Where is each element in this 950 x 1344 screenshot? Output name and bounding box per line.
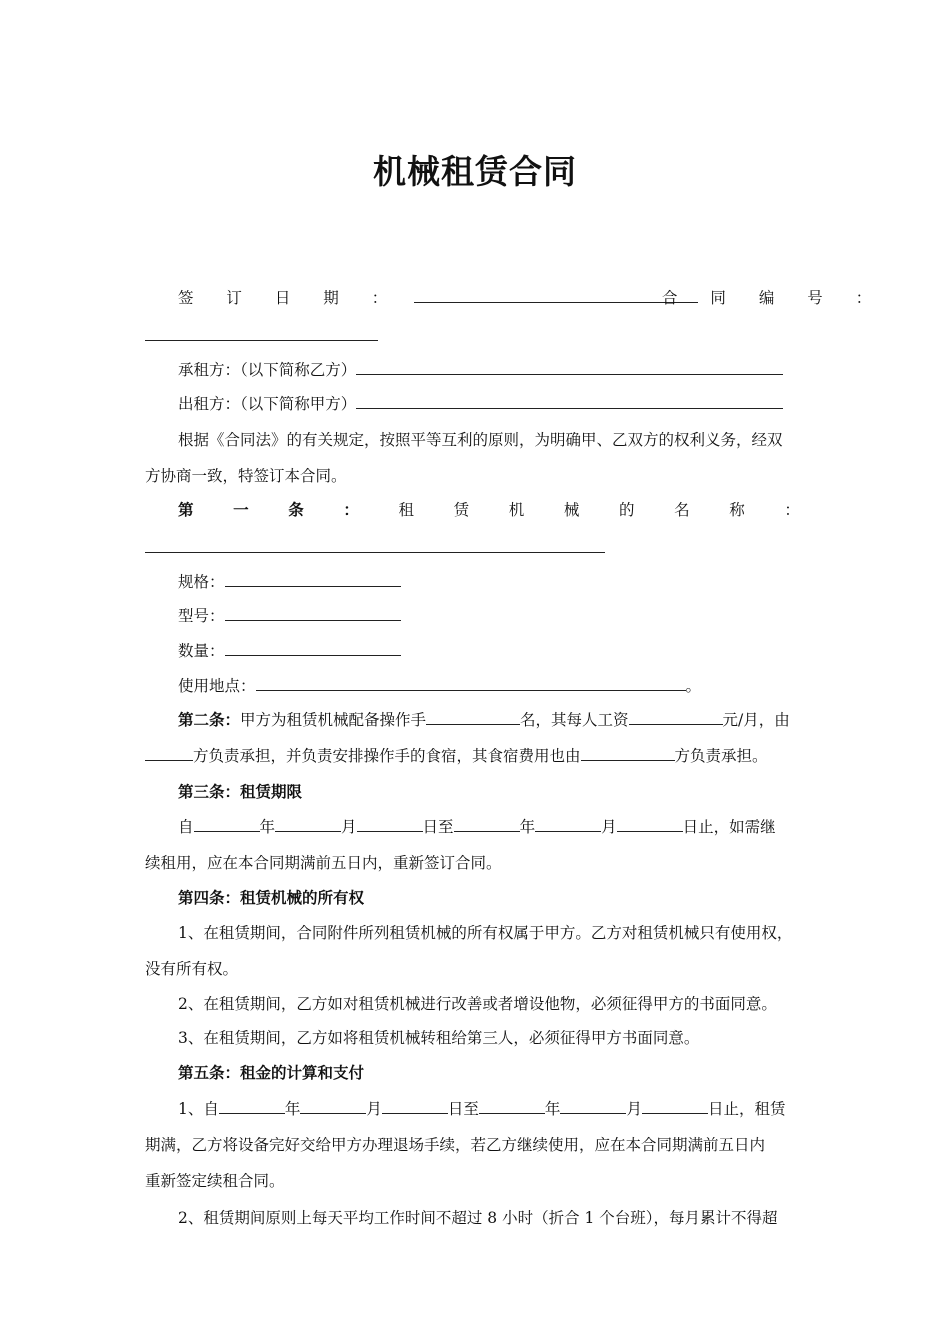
article-1-char: 一 [233,501,249,519]
start-year-blank[interactable] [194,815,260,832]
article-1-char: 租 [398,501,415,519]
article-5-item-1-line-3: 重新签定续租合同。 [145,1172,285,1190]
article-2-line-1 [178,708,790,732]
article-2-text: 元/月，由 [722,711,790,729]
preamble-line-2: 方协商一致，特签订本合同。 [145,467,347,485]
lessor-row [178,392,783,416]
article-4-item-1-line-1: 1、在租赁期间，合同附件所列租赁机械的所有权属于甲方。乙方对租赁机械只有使用权， [178,924,793,942]
contract-no-label: 合 同 编 号 ： [662,289,886,307]
article-5-text: 1、自 [178,1100,219,1118]
quantity-label: 数量： [178,642,225,660]
article-1-char: 赁 [453,501,470,519]
lessee-blank[interactable] [356,358,783,375]
article-3-text: 月 [601,818,617,836]
article-3-text: 月 [341,818,357,836]
end-year-blank[interactable] [454,815,520,832]
machine-name-blank-row [145,536,605,560]
start-month-blank[interactable] [275,815,341,832]
article-3-text: 自 [178,818,194,836]
spec-row [178,570,401,594]
rent-start-day-blank[interactable] [382,1097,448,1114]
lessor-blank[interactable] [356,392,783,409]
rent-end-year-blank[interactable] [479,1097,545,1114]
article-1-char: 名 [674,501,690,519]
end-day-blank[interactable] [617,815,683,832]
lodging-party-blank[interactable] [581,744,675,761]
quantity-row [178,639,401,663]
article-2-text: 方负责承担。 [674,747,768,765]
spec-blank[interactable] [225,570,401,587]
article-2-text: 名，其每人工资 [520,711,629,729]
article-5-text: 年 [544,1100,561,1118]
article-3-text: 日止，如需继 [682,818,776,836]
article-5-text: 日止，租赁 [707,1100,786,1118]
contract-no-blank[interactable] [145,324,378,341]
article-3-heading: 第三条：租赁期限 [178,783,303,801]
article-5-text: 月 [366,1100,382,1118]
article-3-line-1 [178,815,776,839]
article-5-item-2-line-1: 2、租赁期间原则上每天平均工作时间不超过 8 小时（折合 1 个台班），每月累计不得超 [178,1209,778,1227]
operator-count-blank[interactable] [426,708,520,725]
article-4-item-1-line-2: 没有所有权。 [145,960,239,978]
quantity-blank[interactable] [225,639,401,656]
article-3-text: 日至 [422,818,454,836]
article-5-heading: 第五条：租金的计算和支付 [178,1064,365,1082]
document-title: 机械租赁合同 [373,152,577,191]
article-5-text: 年 [284,1100,301,1118]
location-row [178,674,701,698]
article-1-char: 称 [729,501,745,519]
article-1-char: 机 [508,501,525,519]
sign-date-label: 签 订 日 期 ： [178,289,402,307]
article-2-heading: 第二条： [178,711,241,729]
article-1-char: 械 [563,501,580,519]
contract-no-row [662,286,885,310]
rent-start-year-blank[interactable] [219,1097,285,1114]
article-4-item-2: 2、在租赁期间，乙方如对租赁机械进行改善或者增设他物，必须征得甲方的书面同意。 [178,995,777,1013]
model-label: 型号： [178,607,225,625]
article-3-text: 年 [259,818,276,836]
end-month-blank[interactable] [535,815,601,832]
rent-end-month-blank[interactable] [560,1097,626,1114]
location-period: 。 [685,677,702,695]
rent-end-day-blank[interactable] [642,1097,708,1114]
article-3-line-2: 续租用，应在本合同期满前五日内，重新签订合同。 [145,854,502,872]
article-1-char: ： [343,501,359,519]
article-5-text: 日至 [447,1100,479,1118]
article-1-char: ： [784,501,800,519]
lessee-label: 承租方：（以下简称乙方） [178,361,357,379]
location-label: 使用地点： [178,677,256,695]
model-row [178,604,401,628]
contract-no-blank-row [145,324,378,348]
article-2-text: 方负责承担，并负责安排操作手的食宿，其食宿费用也由 [193,747,581,765]
rent-start-month-blank[interactable] [300,1097,366,1114]
start-day-blank[interactable] [357,815,423,832]
sign-date-row [178,286,698,310]
sign-date-blank[interactable] [414,286,698,303]
article-4-heading: 第四条：租赁机械的所有权 [178,889,365,907]
article-1-char: 第 [178,501,194,519]
machine-name-blank[interactable] [145,536,605,553]
article-3-text: 年 [519,818,536,836]
wage-blank[interactable] [629,708,723,725]
wage-party-blank[interactable] [145,744,193,761]
spec-label: 规格： [178,573,225,591]
article-4-item-3: 3、在租赁期间，乙方如将租赁机械转租给第三人，必须征得甲方书面同意。 [178,1029,700,1047]
model-blank[interactable] [225,604,401,621]
article-5-item-1-line-2: 期满，乙方将设备完好交给甲方办理退场手续，若乙方继续使用，应在本合同期满前五日内 [145,1136,766,1154]
lessor-label: 出租方：（以下简称甲方） [178,395,357,413]
article-1-char: 的 [619,501,635,519]
article-1-char: 条 [288,501,304,519]
location-blank[interactable] [256,674,686,691]
article-2-line-2 [145,744,768,768]
article-1-heading [178,498,800,522]
preamble-line-1: 根据《合同法》的有关规定，按照平等互利的原则，为明确甲、乙双方的权利义务，经双 [178,431,783,449]
lessee-row [178,358,783,382]
article-5-text: 月 [626,1100,642,1118]
article-5-item-1-line-1 [178,1097,785,1121]
article-2-text: 甲方为租赁机械配备操作手 [240,711,427,729]
